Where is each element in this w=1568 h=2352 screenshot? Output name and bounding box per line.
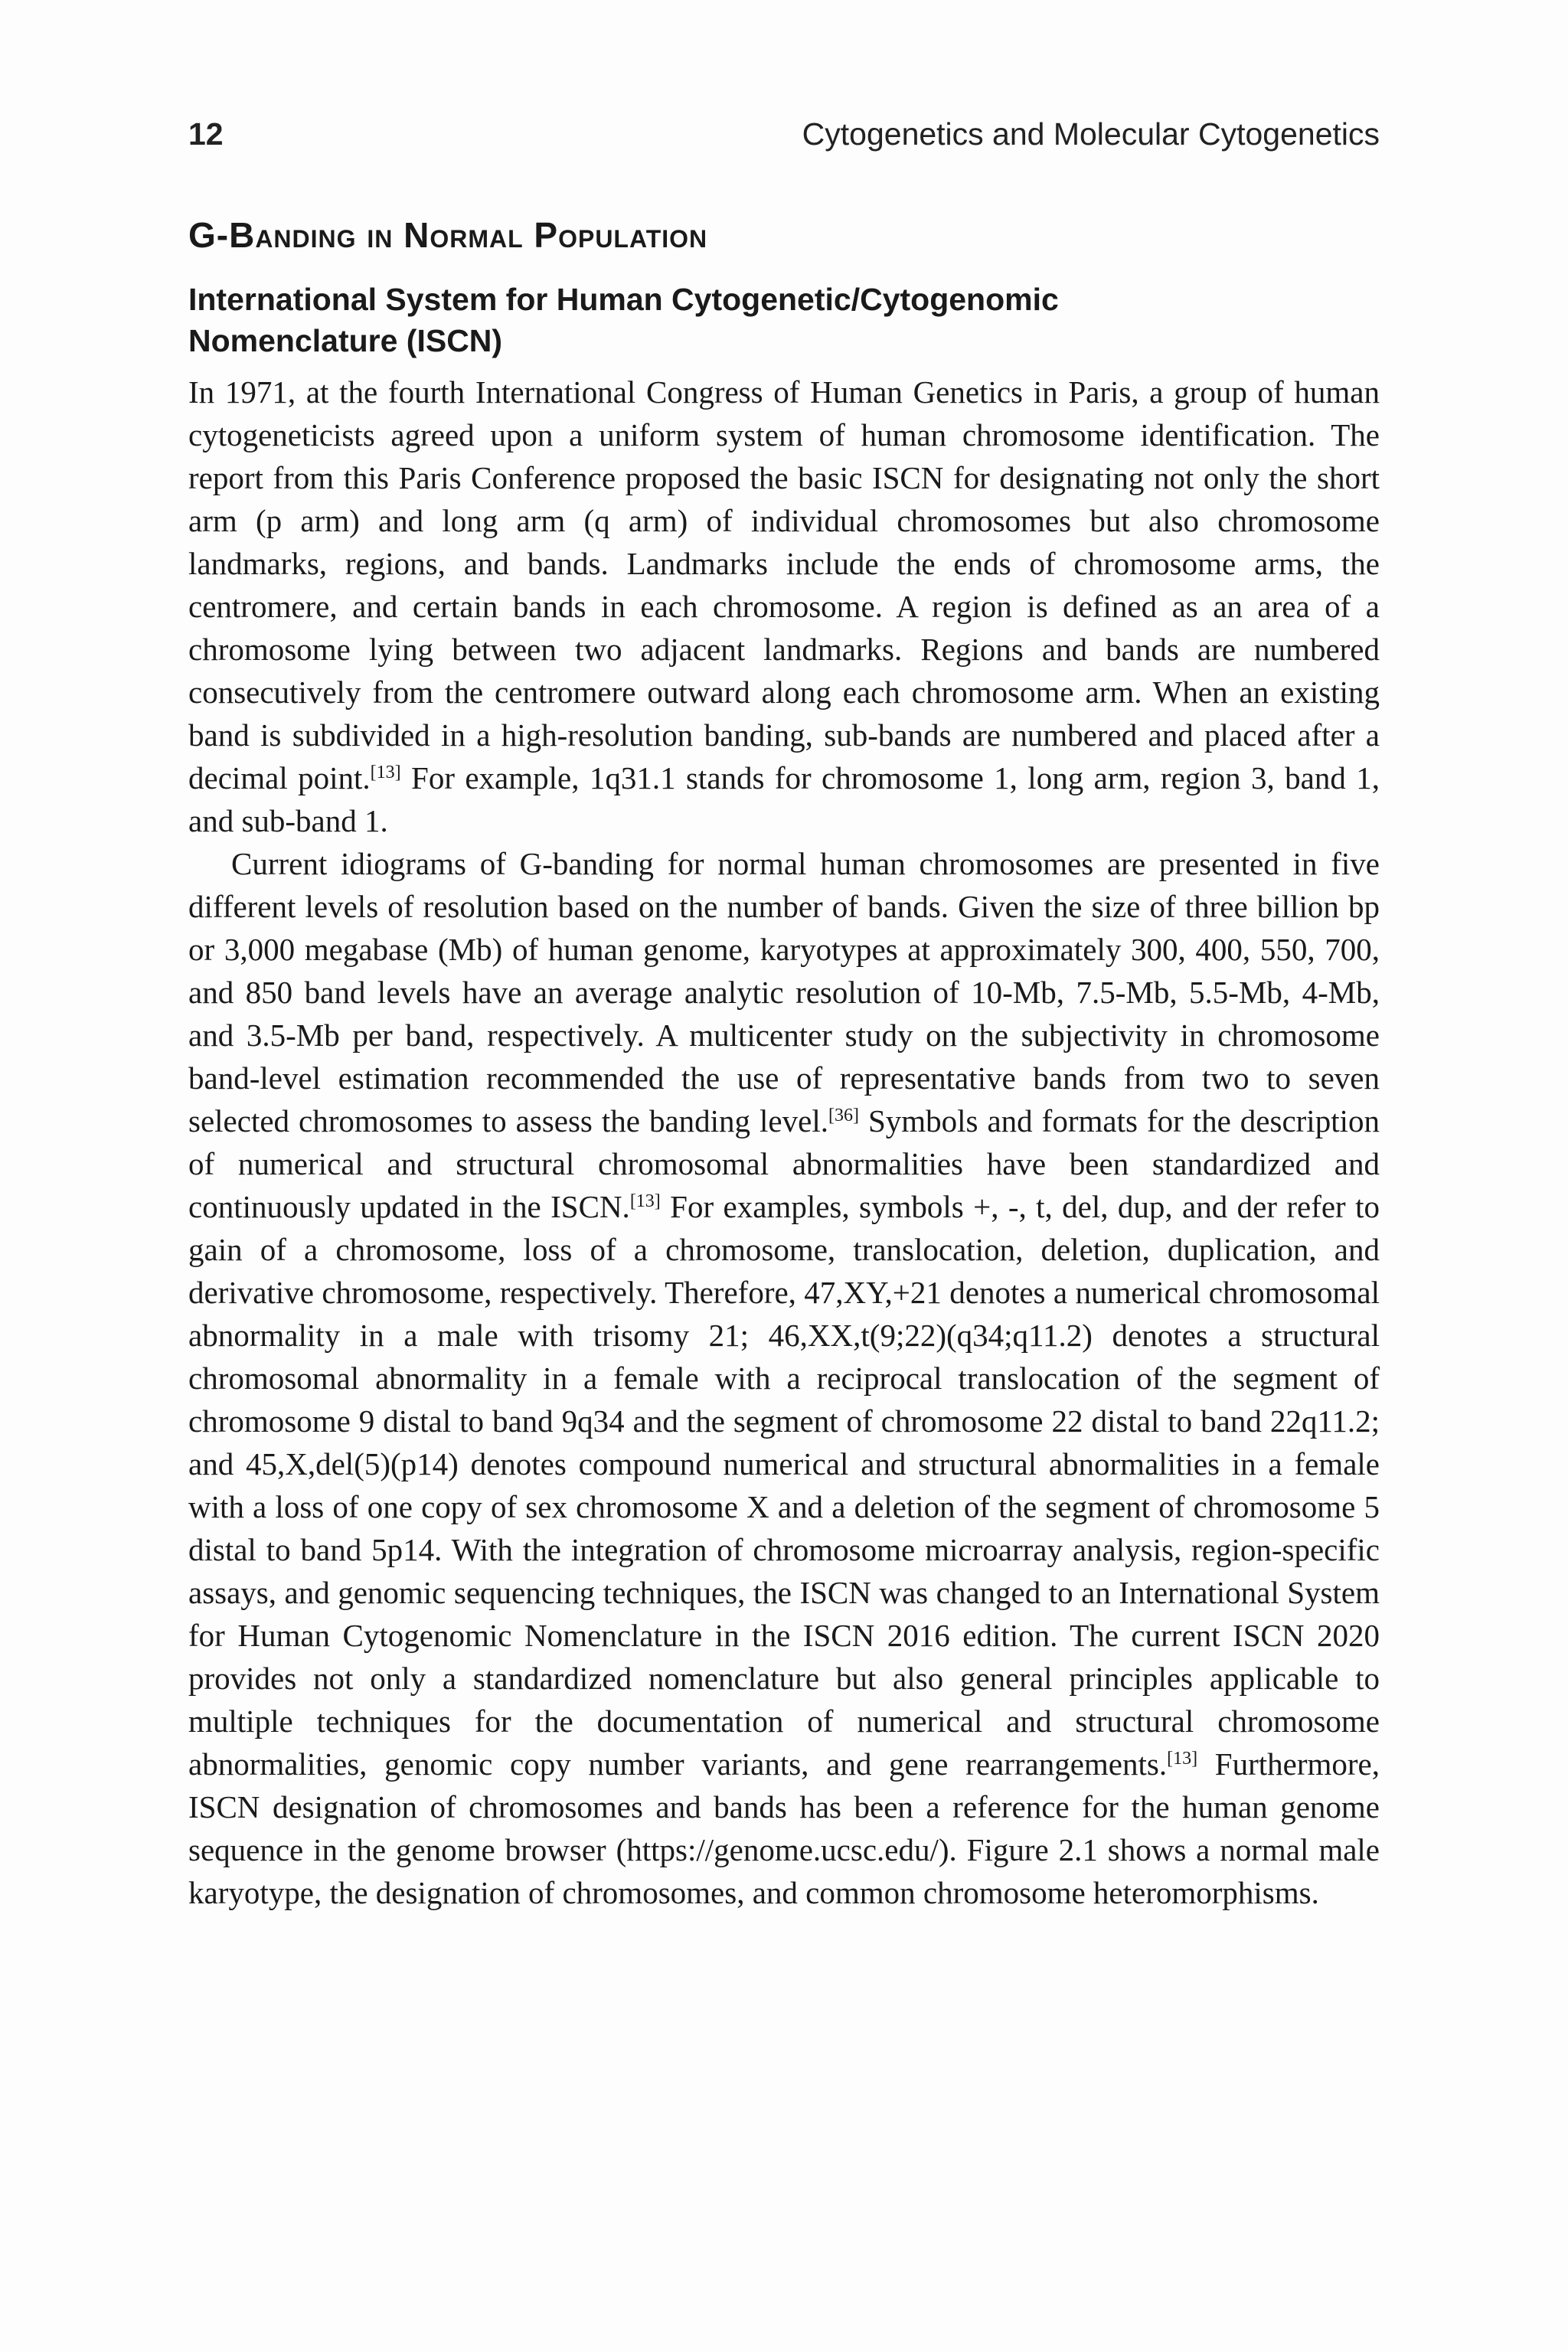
- paragraph-2-text-1: Current idiograms of G-banding for normal human chromosomes are presented in five different levels of resolution based on the number of bands. Given the size of three billion bp or 3,000 megabase (Mb) of human genome, karyotypes at approximately 300, 400, 550, 700, and 850 band levels have an average analytic resolution of 10-Mb, 7.5-Mb, 5.5-Mb, 4-Mb, and 3.5-Mb per band, respectively. A multicenter study on the subjectivity in chromosome band-level estimation recommended the use of representative bands from two to seven selected chromosomes to assess the banding level.: [188, 846, 1380, 1138]
- section-heading: G-Banding in Normal Population: [188, 215, 708, 255]
- paragraph-2-text-2: Symbols and formats for the description of numerical and structural chromosomal abnormalities have been standardized and continuously updated in the ISCN.: [188, 1103, 1380, 1224]
- paragraph-2: [188, 842, 1380, 1914]
- citation-13: [13]: [1167, 1749, 1198, 1769]
- citation-13: [13]: [629, 1191, 661, 1211]
- paragraph-2-text-4: Furthermore, ISCN designation of chromosomes and bands has been a reference for the human genome sequence in the genome browser (https://genome.ucsc.edu/). Figure 2.1 shows a normal male karyotype, the designation of chromosomes, and common chromosome heteromorphisms.: [188, 1746, 1380, 1910]
- paragraph-1-text-1: In 1971, at the fourth International Congress of Human Genetics in Paris, a group of human cytogeneticists agreed upon a uniform system of human chromosome identification. The report from this Paris Conference proposed the basic ISCN for designating not only the short arm (p arm) and long arm (q arm) of individual chromosomes but also chromosome landmarks, regions, and bands. Landmarks include the ends of chromosome arms, the centromere, and certain bands in each chromosome. A region is defined as an area of a chromosome lying between two adjacent landmarks. Regions and bands are numbered consecutively from the centromere outward along each chromosome arm. When an existing band is subdivided in a high-resolution banding, sub-bands are numbered and placed after a decimal point.: [188, 374, 1380, 795]
- citation-13: [13]: [370, 763, 401, 782]
- citation-36: [36]: [828, 1106, 859, 1125]
- body-text: [188, 371, 1380, 1914]
- paragraph-1-text-2: For example, 1q31.1 stands for chromosome 1, long arm, region 3, band 1, and sub-band 1.: [188, 760, 1380, 838]
- page-number: 12: [188, 116, 224, 152]
- paragraph-2-text-3: For examples, symbols +, -, t, del, dup, and der refer to gain of a chromosome, loss of a chromosome, translocation, deletion, duplication, and derivative chromosome, respectively. Therefore, 47,XY,+21 denotes a numerical chromosomal abnormality in a male with trisomy 21; 46,XX,t(9;22)(q34;q11.2) denotes a structural chromosomal abnormality in a female with a reciprocal translocation of the segment of chromosome 9 distal to band 9q34 and the segment of chromosome 22 distal to band 22q11.2; and 45,X,del(5)(p14) denotes compound numerical and structural abnormalities in a female with a loss of one copy of sex chromosome X and a deletion of the segment of chromosome 5 distal to band 5p14. With the integration of chromosome microarray analysis, region-specific assays, and genomic sequencing techniques, the ISCN was changed to an International System for Human Cytogenomic Nomenclature in the ISCN 2016 edition. The current ISCN 2020 provides not only a standardized nomenclature but also general principles applicable to multiple techniques for the documentation of numerical and structural chromosome abnormalities, genomic copy number variants, and gene rearrangements.: [188, 1189, 1380, 1782]
- running-title: Cytogenetics and Molecular Cytogenetics: [802, 116, 1380, 152]
- running-head: [188, 116, 1380, 162]
- subsection-heading: International System for Human Cytogenetic/Cytogenomic Nomenclature (ISCN): [188, 282, 1059, 358]
- paragraph-1: [188, 371, 1380, 842]
